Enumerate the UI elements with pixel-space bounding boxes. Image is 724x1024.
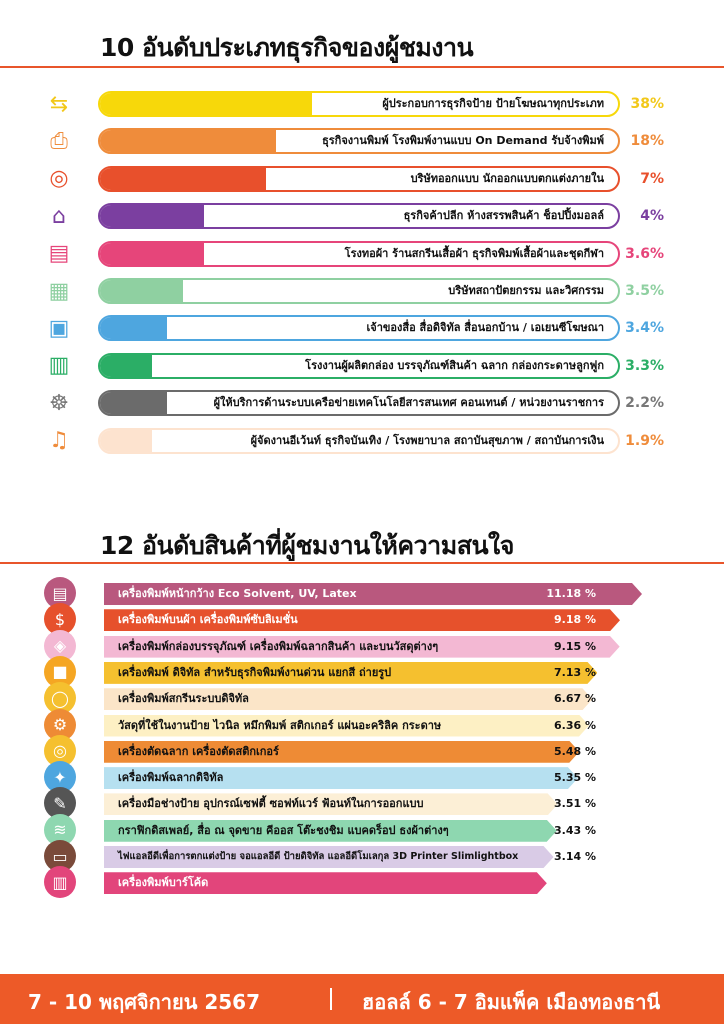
chart2-row — [0, 636, 724, 658]
chart2-value-label: 2.53 % — [554, 876, 596, 890]
chart1-bar — [100, 93, 312, 115]
cubes-icon: ◈ — [44, 630, 76, 662]
chart1-bar — [100, 430, 152, 452]
chart2-value-label: 3.51 % — [554, 797, 596, 811]
chart1-bar — [100, 205, 204, 227]
chart2-category-label: เครื่องพิมพ์ฉลากดิจิทัล — [118, 771, 224, 785]
chart1-value-label: 7% — [640, 170, 664, 187]
chart1-value-label: 18% — [630, 133, 664, 150]
chart1-bar-track — [98, 241, 620, 267]
chart2-category-label: เครื่องมือช่างป้าย อุปกรณ์เซฟตี้ ซอฟท์แวร์ ฟ้อนท์ในการออกแบบ — [118, 797, 424, 811]
chart1-category-label: โรงทอผ้า ร้านสกรีนเสื้อผ้า ธุรกิจพิมพ์เสื้อผ้าและชุดกีฬา — [344, 246, 604, 260]
chart1-row — [0, 203, 724, 229]
chart1-bar — [100, 243, 204, 265]
chart2-row — [0, 609, 724, 631]
chart2-value-label: 11.18 % — [546, 587, 596, 600]
money-bag-icon: $ — [44, 603, 76, 635]
chart2-value-label: 3.14 % — [554, 850, 596, 863]
footer-venue: ฮอลล์ 6 - 7 อิมแพ็ค เมืองทองธานี — [362, 990, 661, 1014]
chart1-bar-track — [98, 390, 620, 416]
chart1-bar-track — [98, 203, 620, 229]
calendar-printer-icon: ▤ — [44, 577, 76, 609]
chart1-category-label: เจ้าของสื่อ สื่อดิจิทัล สื่อนอกบ้าน / เอเยนซีโฆษณา — [366, 321, 604, 335]
box-icon: ■ — [44, 656, 76, 688]
fabric-rolls-icon: ▤ — [48, 241, 70, 267]
chart2-category-label: วัสดุที่ใช้ในงานป้าย ไวนิล หมึกพิมพ์ สติกเกอร์ แผ่นอะคริลิค กระดาษ — [118, 718, 442, 732]
blueprint-icon: ▦ — [48, 278, 70, 304]
chart1-value-label: 38% — [630, 96, 664, 112]
chart2-value-label: 5.48 % — [554, 744, 596, 758]
chart1-value-label: 1.9% — [625, 432, 664, 449]
chart2-category-label: เครื่องพิมพ์ ดิจิทัล สำหรับธุรกิจพิมพ์งานด่วน แยกสี ถ่ายรูป — [118, 665, 392, 679]
chart2-value-label: 7.13 % — [554, 665, 596, 679]
chart2-value-label: 5.35 % — [554, 771, 596, 785]
chart2-value-label: 6.36 % — [554, 718, 596, 732]
chart1-bar — [100, 317, 167, 339]
footer-date: 7 - 10 พฤศจิกายน 2567 — [28, 990, 261, 1014]
chart1-row — [0, 241, 724, 267]
lightbulb-icon: ✦ — [44, 761, 76, 793]
chart1-row — [0, 91, 724, 117]
chart1-value-label: 3.5% — [625, 283, 664, 299]
chart2-category-label: เครื่องพิมพ์บาร์โค้ด — [118, 876, 209, 890]
printer-badge-icon: ⎙ — [50, 128, 68, 154]
chart1-category-label: บริษัทสถาปัตยกรรม และวิศกรรม — [448, 284, 604, 297]
chart1-row — [0, 128, 724, 154]
chart1-bar-track — [98, 428, 620, 454]
chart1-title: 10 อันดับประเภทธุรกิจของผู้ชมงาน — [100, 33, 474, 62]
chart1-bar-track — [98, 166, 620, 192]
chart1-category-label: โรงงานผู้ผลิตกล่อง บรรจุภัณฑ์สินค้า ฉลาก กล่องกระดาษลูกฟูก — [305, 358, 604, 372]
chart2-category-label: เครื่องพิมพ์สกรีนระบบดิจิทัล — [118, 692, 249, 706]
chart1-category-label: ผู้จัดงานอีเว้นท์ ธุรกิจบันเทิง / โรงพยาบาล สถาบันสุขภาพ / สถาบันการเงิน — [250, 433, 604, 447]
signpost-icon: ⇆ — [49, 91, 69, 117]
media-presenter-icon: ▣ — [48, 315, 70, 341]
chart2-category-label: กราฟิกดิสเพลย์, สื่อ ณ จุดขาย คีออส โต๊ะชงชิม แบคดร็อป ธงผ้าต่างๆ — [118, 823, 449, 837]
chart1-bar — [100, 280, 183, 302]
gears-icon: ⚙ — [44, 709, 76, 741]
ring-icon: ◯ — [44, 682, 76, 714]
chart2-category-label: ไฟแอลอีดีเพื่อการตกแต่งป้าย จอแอลอีดี ป้ายดิจิทัล แอลอีดีโมเลกุล 3D Printer Slimlightbox — [118, 851, 519, 862]
barcode-printer-icon: ▥ — [44, 866, 76, 898]
chart2-row — [0, 583, 724, 605]
tools-icon: ✎ — [44, 787, 76, 819]
chart2-value-label: 9.15 % — [554, 639, 596, 653]
chart1-row — [0, 390, 724, 416]
chart1-row — [0, 278, 724, 304]
chart1-category-label: ธุรกิจค้าปลีก ห้างสรรพสินค้า ช็อปปิ้งมอลล์ — [403, 209, 604, 223]
chart1-row — [0, 353, 724, 379]
chart1-bar — [100, 130, 276, 152]
chart1-row — [0, 428, 724, 454]
chart1-bar — [100, 168, 266, 190]
chart2-row — [0, 872, 724, 894]
chart1-row — [0, 166, 724, 192]
chart2-value-label: 3.43 % — [554, 823, 596, 837]
chart1-bar-track — [98, 315, 620, 341]
chart1-bar-track — [98, 91, 620, 117]
chart1-category-label: บริษัทออกแบบ นักออกแบบตกแต่งภายใน — [410, 171, 604, 185]
chart2-category-label: เครื่องพิมพ์หน้ากว้าง Eco Solvent, UV, Latex — [118, 587, 357, 600]
storefront-icon: ⌂ — [52, 203, 66, 229]
chart2-row — [0, 662, 724, 684]
chart2-title-rule — [0, 562, 724, 564]
chart2-value-label: 6.67 % — [554, 692, 596, 706]
chart2-title: 12 อันดับสินค้าที่ผู้ชมงานให้ความสนใจ — [100, 531, 514, 560]
chart2-row — [0, 820, 724, 842]
chart1-row — [0, 315, 724, 341]
chart1-value-label: 4% — [640, 208, 664, 225]
chart2-row — [0, 688, 724, 710]
chart2-row — [0, 846, 724, 868]
chart1-value-label: 3.4% — [625, 320, 664, 337]
chart1-title-rule — [0, 66, 724, 68]
chart1-value-label: 3.6% — [625, 245, 664, 262]
layers-icon: ≋ — [44, 814, 76, 846]
chart1-category-label: ธุรกิจงานพิมพ์ โรงพิมพ์งานแบบ On Demand รับจ้างพิมพ์ — [322, 134, 604, 148]
target-cursor-icon: ◎ — [44, 735, 76, 767]
chart1-value-label: 3.3% — [625, 357, 664, 374]
event-entertainment-icon: ♫ — [49, 428, 69, 454]
package-icon: ▥ — [48, 353, 70, 379]
chart2-category-label: เครื่องพิมพ์กล่องบรรจุภัณฑ์ เครื่องพิมพ์ฉลากสินค้า และบนวัสดุต่างๆ — [118, 639, 439, 653]
chart2-value-label: 9.18 % — [554, 613, 596, 627]
chart2-row — [0, 793, 724, 815]
chart2-category-label: เครื่องพิมพ์บนผ้า เครื่องพิมพ์ซับลิเมชั่น — [118, 613, 298, 627]
chart2-row — [0, 715, 724, 737]
chart1-category-label: ผู้ให้บริการด้านระบบเครือข่ายเทคโนโลยีสารสนเทศ คอนเทนต์ / หน่วยงานราชการ — [213, 396, 604, 410]
chart1-bar — [100, 392, 167, 414]
chart2-category-label: เครื่องตัดฉลาก เครื่องตัดสติกเกอร์ — [118, 744, 279, 758]
chart1-value-label: 2.2% — [625, 395, 664, 412]
target-icon: ◎ — [49, 166, 69, 192]
chart1-bar-track — [98, 353, 620, 379]
network-user-icon: ☸ — [49, 390, 69, 416]
chart2-row — [0, 767, 724, 789]
chart1-bar — [100, 355, 152, 377]
footer-separator — [330, 988, 332, 1010]
chart1-bar-track — [98, 278, 620, 304]
led-display-icon: ▭ — [44, 840, 76, 872]
chart1-category-label: ผู้ประกอบการธุรกิจป้าย ป้ายโฆษณาทุกประเภท — [382, 97, 604, 110]
chart2-row — [0, 741, 724, 763]
chart1-bar-track — [98, 128, 620, 154]
footer-banner — [0, 974, 724, 1024]
